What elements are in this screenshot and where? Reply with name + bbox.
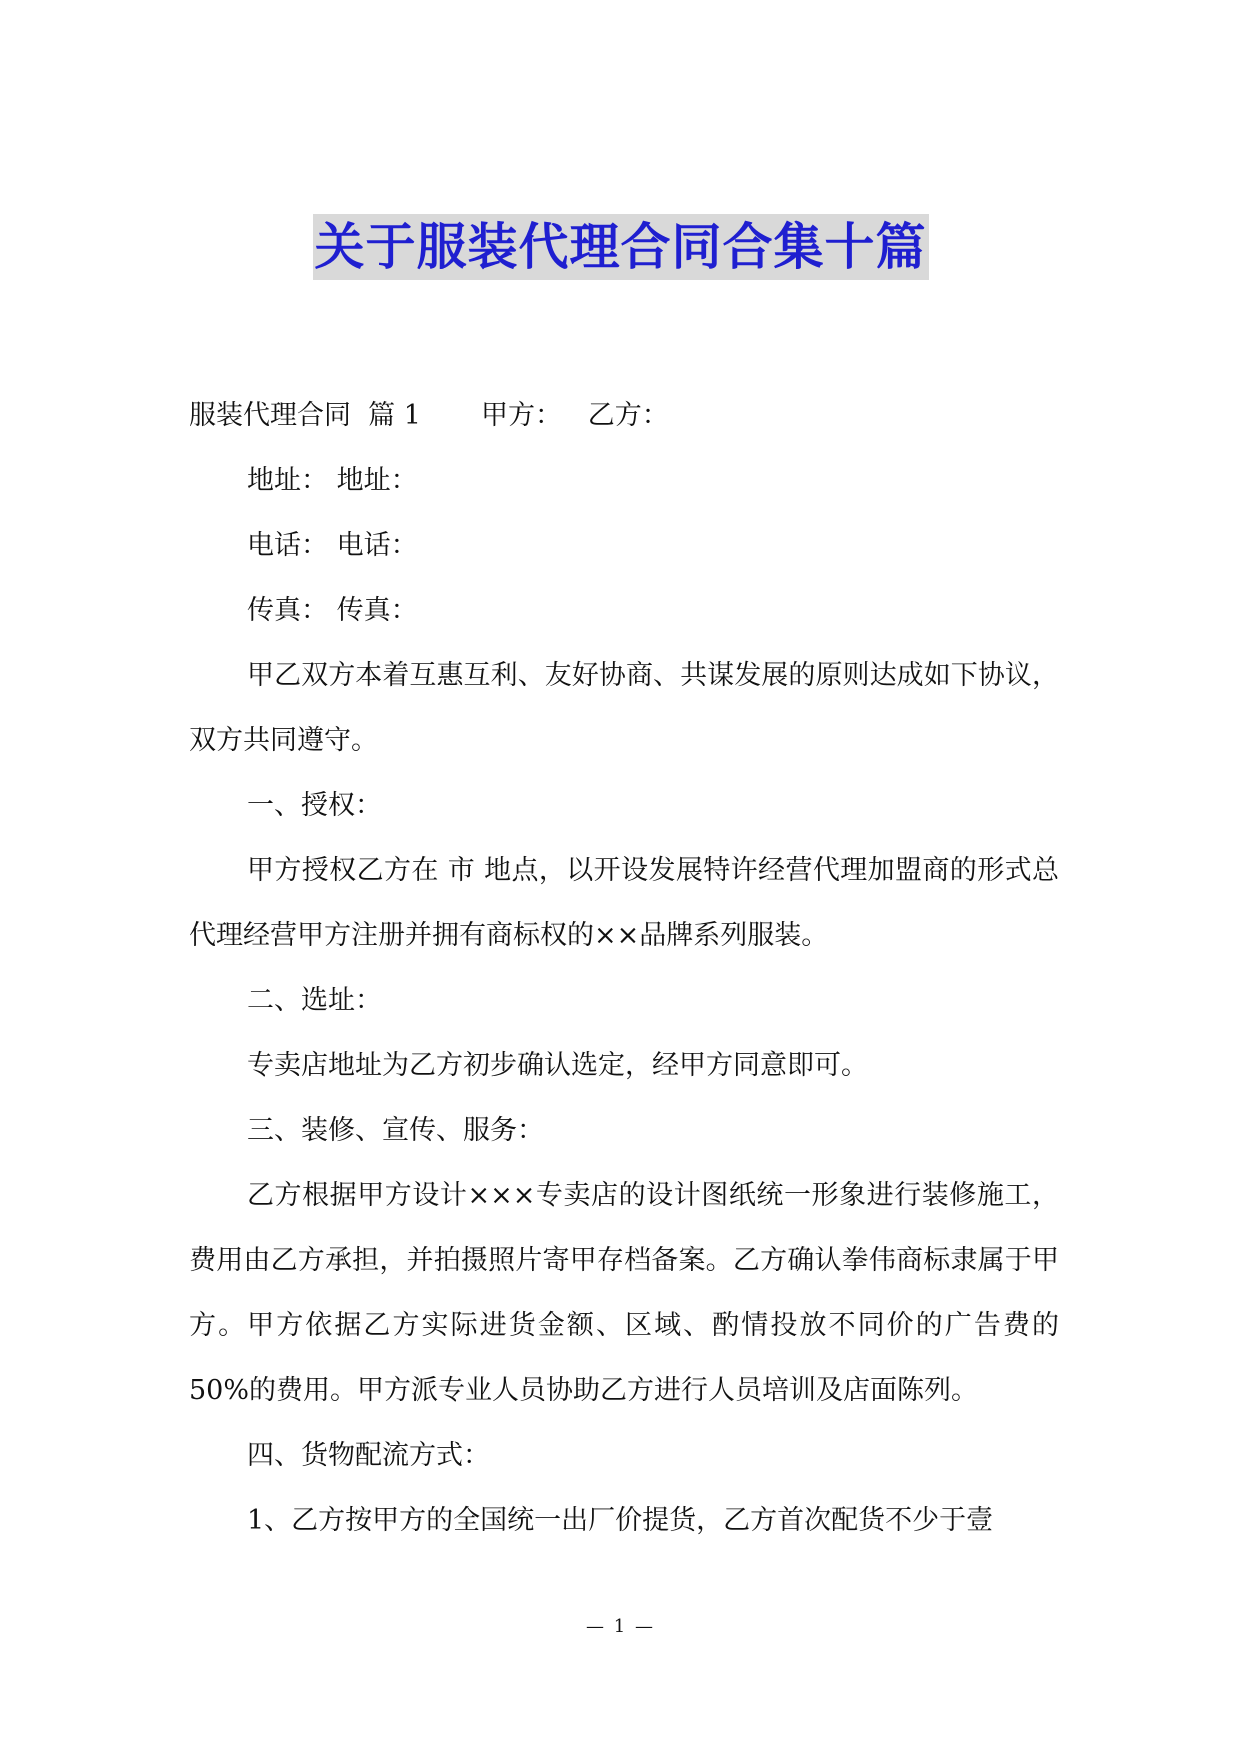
page-number: — 1 —: [586, 1616, 655, 1637]
document-title: 关于服装代理合同合集十篇: [313, 214, 929, 280]
phone-line: 电话： 电话：: [247, 530, 418, 561]
intro-paragraph: 甲乙双方本着互惠互利、友好协商、共谋发展的原则达成如下协议，双方共同遵守。: [189, 660, 1059, 756]
contract-heading-line: 服装代理合同 篇 1 甲方： 乙方：: [189, 400, 669, 431]
section-heading-authorization: 一、授权：: [247, 790, 382, 821]
document-body: [189, 383, 1059, 1553]
section-heading-location: 二、选址：: [247, 985, 382, 1016]
section-heading-decoration: 三、装修、宣传、服务：: [247, 1115, 544, 1146]
section-heading-distribution: 四、货物配流方式：: [247, 1440, 490, 1471]
authorization-paragraph: 甲方授权乙方在 市 地点，以开设发展特许经营代理加盟商的形式总代理经营甲方注册并拥有商标权的××品牌系列服装。: [189, 855, 1059, 951]
fax-line: 传真： 传真：: [247, 595, 418, 626]
distribution-paragraph: 1、乙方按甲方的全国统一出厂价提货，乙方首次配货不少于壹: [247, 1505, 994, 1536]
address-line: 地址： 地址：: [247, 465, 418, 496]
location-paragraph: 专卖店地址为乙方初步确认选定，经甲方同意即可。: [247, 1050, 868, 1081]
title-area: [0, 214, 1241, 280]
decoration-paragraph: 乙方根据甲方设计×××专卖店的设计图纸统一形象进行装修施工，费用由乙方承担，并拍摄照片寄甲存档备案。乙方确认拳伟商标隶属于甲方。甲方依据乙方实际进货金额、区域、酌情投放不同价的广告费的 50%的费用。甲方派专业人员协助乙方进行人员培训及店面陈列。: [189, 1180, 1059, 1406]
